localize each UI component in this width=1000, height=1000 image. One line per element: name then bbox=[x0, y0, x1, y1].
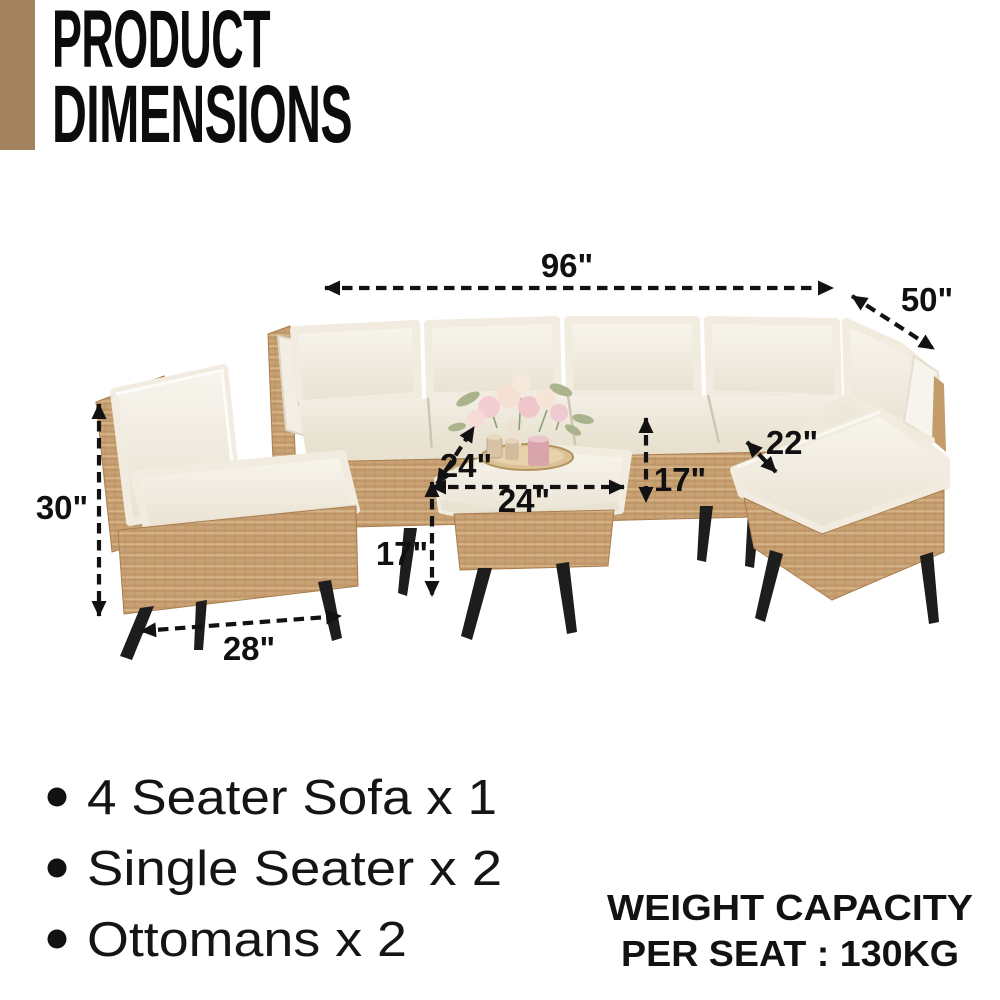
furniture-leg bbox=[461, 568, 492, 640]
furniture-leg bbox=[318, 580, 342, 641]
page-title-line-1: PRODUCT bbox=[52, 0, 271, 85]
pink-candle bbox=[528, 439, 549, 466]
ottoman-wicker-base bbox=[454, 510, 614, 570]
component-item: 4 Seater Sofa x 1 bbox=[87, 771, 497, 825]
component-list bbox=[48, 771, 503, 967]
bullet-icon bbox=[48, 788, 67, 807]
flower bbox=[512, 375, 530, 393]
dim-label-seat-height: 17" bbox=[653, 461, 707, 498]
accent-bar bbox=[0, 0, 35, 150]
pink-candle-top bbox=[528, 436, 549, 443]
back-cushion bbox=[428, 320, 558, 396]
furniture-leg bbox=[755, 550, 783, 622]
votive-candle bbox=[505, 441, 519, 460]
back-cushion bbox=[294, 324, 418, 404]
flower bbox=[550, 404, 568, 422]
votive-candle-top bbox=[487, 434, 502, 440]
dim-label-chair-height: 30" bbox=[35, 489, 89, 526]
dim-label-ottoman-depth: 24" bbox=[439, 447, 493, 484]
flower bbox=[536, 389, 556, 409]
bullet-icon bbox=[48, 930, 67, 949]
flower bbox=[467, 410, 485, 428]
dim-arrow-chair-width bbox=[141, 616, 341, 631]
page-title-line-2: DIMENSIONS bbox=[52, 69, 352, 160]
weight-capacity-line-2: PER SEAT : 130KG bbox=[621, 933, 959, 974]
votive-candle-top bbox=[505, 438, 519, 444]
dim-label-chair-width: 28" bbox=[222, 630, 276, 667]
dim-label-ottoman-height: 17" bbox=[375, 535, 429, 572]
bullet-icon bbox=[48, 859, 67, 878]
component-item: Single Seater x 2 bbox=[87, 842, 502, 896]
dim-label-chaise-depth: 22" bbox=[765, 424, 819, 461]
dim-label-sofa-depth: 50" bbox=[900, 281, 954, 318]
back-cushion bbox=[568, 320, 698, 394]
component-item: Ottomans x 2 bbox=[87, 913, 407, 967]
back-cushion bbox=[708, 320, 838, 398]
dim-label-ottoman-width: 24" bbox=[497, 482, 551, 519]
dim-label-sofa-width: 96" bbox=[540, 247, 594, 284]
weight-capacity bbox=[607, 887, 973, 974]
furniture-leg bbox=[556, 562, 577, 634]
furniture-leg bbox=[920, 552, 939, 624]
weight-capacity-line-1: WEIGHT CAPACITY bbox=[607, 887, 973, 928]
